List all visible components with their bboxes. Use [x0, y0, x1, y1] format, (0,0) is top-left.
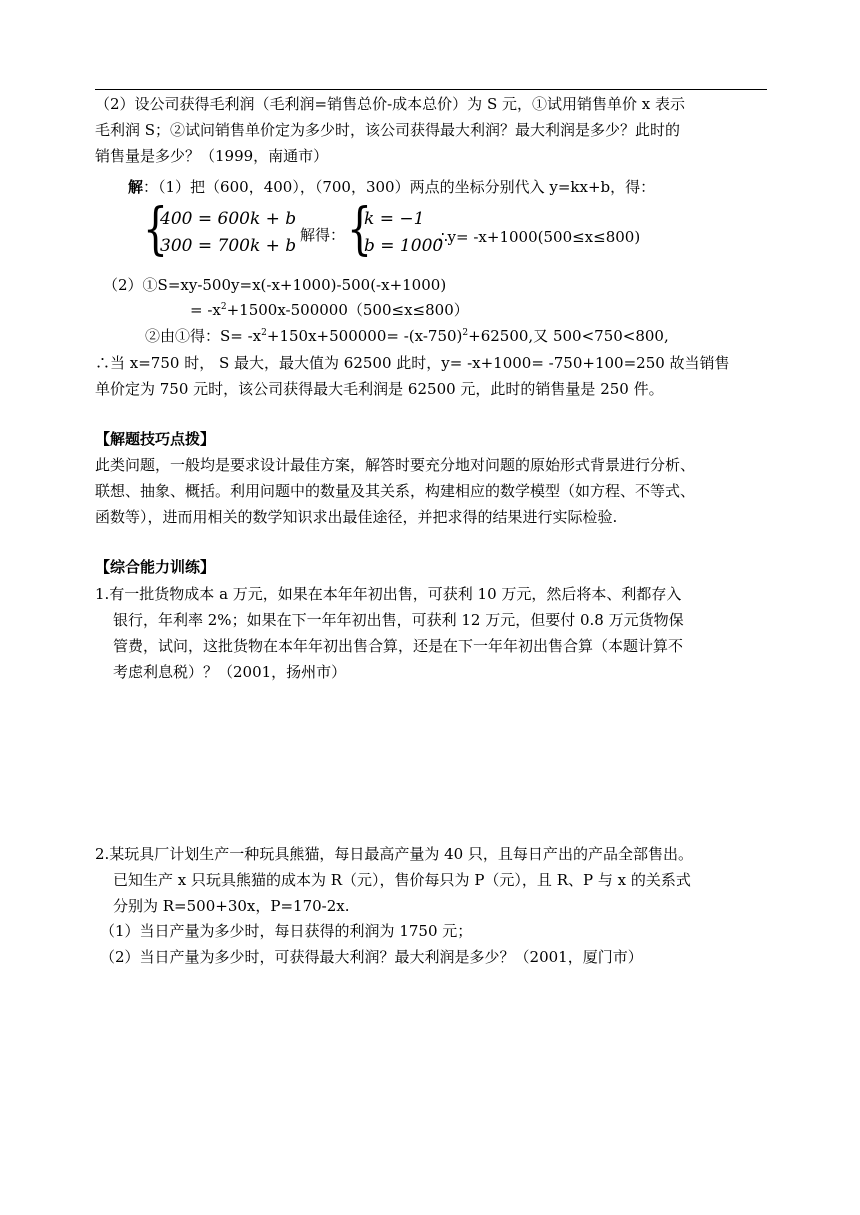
left-brace: { — [347, 197, 372, 262]
question-line: （2）设公司获得毛利润（毛利润=销售总价-成本总价）为 S 元，①试用销售单价 x 表示 — [95, 95, 685, 113]
tips-line: 此类问题，一般均是要求设计最佳方案，解答时要充分地对问题的原始形式背景进行分析、 — [95, 456, 696, 474]
conclusion-line: 单价定为 750 元时，该公司获得最大毛利润是 62500 元，此时的销售量是 250 件。 — [95, 380, 664, 398]
left-brace: { — [143, 197, 168, 262]
solution-label: 解 — [128, 178, 144, 196]
part2-line: = $-x^2+1500x-500000(500\le x\le 800)$ — [190, 301, 469, 319]
solution-intro-text: ：（1）把（600，400），（700，300）两点的坐标分别代入 y=kx+b，得： — [143, 178, 656, 196]
exercise-2-line: 分别为 R=500+30x，P=170-2x. — [113, 897, 350, 915]
question-line: 毛利润 S；②试问销售单价定为多少时，该公司获得最大利润？最大利润是多少？此时的 — [95, 121, 681, 139]
exercise-2-line: 2.某玩具厂计划生产一种玩具熊猫，每日最高产量为 40 只，且每日产出的产品全部售出。 — [95, 845, 693, 863]
exercise-1-line: 管费，试问，这批货物在本年年初出售合算，还是在下一年年初出售合算（本题计算不 — [113, 637, 684, 655]
tips-line: 函数等），进而用相关的数学知识求出最佳途径，并把求得的结果进行实际检验. — [95, 508, 618, 526]
tips-line: 联想、抽象、概括。利用问题中的数量及其关系，构建相应的数学模型（如方程、不等式、 — [95, 482, 696, 500]
system2-eq1: k = −1 — [364, 209, 425, 229]
solve-label: 解得： — [300, 226, 346, 244]
system2-eq2: b = 1000 — [364, 236, 444, 256]
part2-line: （2）①S=xy-500y=x(-x+1000)-500(-x+1000) — [103, 276, 447, 294]
question-line: 销售量是多少？（1999，南通市） — [95, 147, 329, 165]
system1-eq2: 300 = 700k + b — [160, 236, 297, 256]
exercise-2-subquestion: （1）当日产量为多少时，每日获得的利润为 1750 元； — [100, 922, 473, 940]
exercise-2-subquestion: （2）当日产量为多少时，可获得最大利润？最大利润是多少？（2001，厦门市） — [100, 948, 643, 966]
system1-eq1: 400 = 600k + b — [160, 209, 297, 229]
header-rule — [95, 89, 767, 90]
conclusion-line: ∴当 x=750 时， S 最大，最大值为 62500 此时，y= -x+1000= -750+100=250 故当销售 — [95, 354, 730, 372]
solution-intro — [128, 176, 655, 198]
exercise-2-line: 已知生产 x 只玩具熊猫的成本为 R（元），售价每只为 P（元），且 R、P 与 x 的关系式 — [113, 871, 691, 889]
part2-line: ②由①得：$S= -x^2+150x+500000= -(x-750)^2+62500$,又 500<750<800, — [145, 327, 669, 345]
solution-result: ∴y= -x+1000(500≤x≤800) — [438, 228, 641, 246]
training-heading: 【综合能力训练】 — [95, 558, 216, 576]
tips-heading: 【解题技巧点拨】 — [95, 430, 216, 448]
exercise-1-line: 1.有一批货物成本 a 万元，如果在本年年初出售，可获利 10 万元，然后将本、利都存入 — [95, 585, 682, 603]
exercise-1-line: 银行，年利率 2%；如果在下一年年初出售，可获利 12 万元，但要付 0.8 万元货物保 — [113, 611, 684, 629]
exercise-1-line: 考虑利息税）？（2001，扬州市） — [113, 663, 347, 681]
